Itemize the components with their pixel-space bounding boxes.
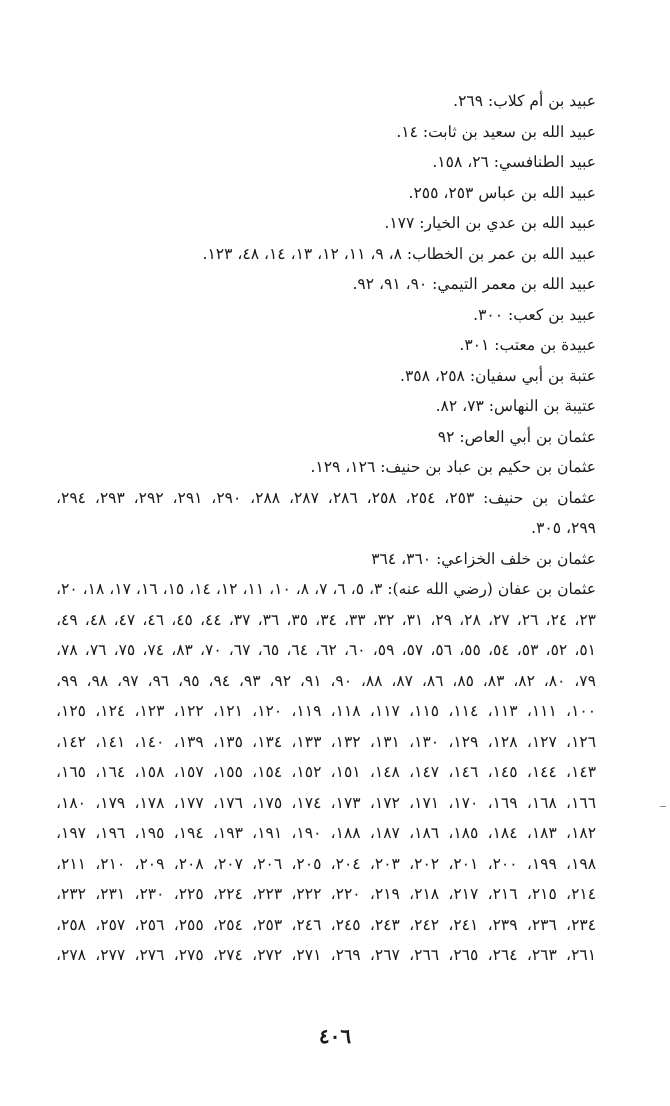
- index-entry-line: [56, 208, 596, 239]
- index-entry-text: ٢٣٤، ٢٣٦، ٢٣٩، ٢٤١، ٢٤٢، ٢٤٣، ٢٤٥، ٢٤٦، ٢٥٣، ٢٥٤، ٢٥٥، ٢٥٦، ٢٥٧، ٢٥٨،: [56, 915, 596, 934]
- index-entry-line: [56, 269, 596, 300]
- index-entry-line: [56, 178, 596, 209]
- index-entry-text: عبيد الله بن عمر بن الخطاب: ٨، ٩، ١١، ١٢، ١٣، ١٤، ٤٨، ١٢٣.: [202, 244, 596, 263]
- index-entry-line: [56, 391, 596, 422]
- index-entry-line: [56, 239, 596, 270]
- index-entry-text: عثمان بن حكيم بن عباد بن حنيف: ١٢٦، ١٢٩.: [310, 458, 596, 476]
- index-entry-line: [56, 544, 596, 575]
- index-entry-text: ١٢٦، ١٢٧، ١٢٨، ١٢٩، ١٣٠، ١٣١، ١٣٢، ١٣٣، ١٣٤، ١٣٥، ١٣٩، ١٤٠، ١٤١، ١٤٢،: [56, 732, 596, 751]
- index-entry-line: [56, 117, 596, 148]
- index-entry-line: [56, 300, 596, 331]
- index-entry-line: [56, 574, 596, 605]
- index-entry-line: [56, 513, 596, 544]
- index-entry-text: ٢٩٩، ٣٠٥.: [531, 519, 596, 537]
- index-entry-line: [56, 330, 596, 361]
- index-entry-line: [56, 727, 596, 758]
- index-entry-text: ١٦٦، ١٦٨، ١٦٩، ١٧٠، ١٧١، ١٧٢، ١٧٣، ١٧٤، ١٧٥، ١٧٦، ١٧٧، ١٧٨، ١٧٩، ١٨٠،: [56, 793, 596, 812]
- index-entry-text: ٢٣، ٢٤، ٢٦، ٢٧، ٢٨، ٢٩، ٣١، ٣٢، ٣٣، ٣٤، ٣٥، ٣٦، ٣٧، ٤٤، ٤٥، ٤٦، ٤٧، ٤٨، ٤٩،: [56, 610, 596, 629]
- index-entry-line: [56, 849, 596, 880]
- index-entry-text: عتيبة بن النهاس: ٧٣، ٨٢.: [435, 397, 596, 415]
- index-entry-line: [56, 788, 596, 819]
- index-entry-text: ١٠٠، ١١١، ١١٣، ١١٤، ١١٥، ١١٧، ١١٨، ١١٩، ١٢٠، ١٢١، ١٢٢، ١٢٣، ١٢٤، ١٢٥،: [56, 702, 596, 720]
- index-entry-text: ١٤٣، ١٤٤، ١٤٥، ١٤٦، ١٤٧، ١٤٨، ١٥١، ١٥٢، ١٥٤، ١٥٥، ١٥٧، ١٥٨، ١٦٤، ١٦٥،: [56, 763, 596, 781]
- index-entry-text: ٢١٤، ٢١٥، ٢١٦، ٢١٧، ٢١٨، ٢١٩، ٢٢٠، ٢٢٢، ٢٢٣، ٢٢٤، ٢٢٥، ٢٣٠، ٢٣١، ٢٣٢،: [56, 885, 596, 903]
- index-entry-text: ٢٦١، ٢٦٣، ٢٦٤، ٢٦٥، ٢٦٦، ٢٦٧، ٢٦٩، ٢٧١، ٢٧٢، ٢٧٤، ٢٧٥، ٢٧٦، ٢٧٧، ٢٧٨،: [56, 946, 596, 964]
- index-entry-line: [56, 361, 596, 392]
- index-entry-text: عثمان بن حنيف: ٢٥٣، ٢٥٤، ٢٥٨، ٢٨٦، ٢٨٧، ٢٨٨، ٢٩٠، ٢٩١، ٢٩٢، ٢٩٣، ٢٩٤،: [56, 488, 596, 507]
- index-entry-text: عبيد الله بن معمر التيمي: ٩٠، ٩١، ٩٢.: [352, 275, 596, 293]
- index-entry-text: عبيد الله بن عدي بن الخيار: ١٧٧.: [384, 214, 596, 232]
- index-entry-text: عثمان بن عفان (رضي الله عنه): ٣، ٥، ٦، ٧، ٨، ١٠، ١١، ١٢، ١٤، ١٥، ١٦، ١٧، ١٨، ٢٠،: [56, 580, 596, 598]
- name-index-list: [56, 86, 596, 971]
- page-number: ٤٠٦: [318, 1024, 352, 1048]
- index-entry-line: [56, 879, 596, 910]
- index-entry-text: ١٨٢، ١٨٣، ١٨٤، ١٨٥، ١٨٦، ١٨٧، ١٨٨، ١٩٠، ١٩١، ١٩٣، ١٩٤، ١٩٥، ١٩٦، ١٩٧،: [56, 824, 596, 842]
- index-entry-text: عبيد بن أم كلاب: ٢٦٩.: [453, 92, 596, 110]
- index-entry-line: [56, 147, 596, 178]
- index-entry-text: عتبة بن أبي سفيان: ٢٥٨، ٣٥٨.: [400, 366, 596, 385]
- index-entry-text: ٧٩، ٨٠، ٨٢، ٨٣، ٨٥، ٨٦، ٨٧، ٨٨، ٩٠، ٩١، ٩٢، ٩٣، ٩٤، ٩٥، ٩٦، ٩٧، ٩٨، ٩٩،: [56, 671, 596, 690]
- index-entry-text: ١٩٨، ١٩٩، ٢٠٠، ٢٠١، ٢٠٢، ٢٠٣، ٢٠٤، ٢٠٥، ٢٠٦، ٢٠٧، ٢٠٨، ٢٠٩، ٢١٠، ٢١١،: [56, 854, 596, 873]
- index-entry-line: [56, 605, 596, 636]
- index-entry-line: [56, 940, 596, 971]
- index-entry-text: عبيد بن كعب: ٣٠٠.: [473, 305, 596, 324]
- index-entry-line: [56, 818, 596, 849]
- index-entry-text: عثمان بن خلف الخزاعي: ٣٦٠، ٣٦٤: [371, 549, 596, 568]
- index-entry-line: [56, 696, 596, 727]
- index-entry-line: [56, 910, 596, 941]
- index-entry-line: [56, 86, 596, 117]
- index-entry-line: [56, 483, 596, 514]
- index-entry-line: [56, 422, 596, 453]
- index-entry-line: [56, 666, 596, 697]
- margin-mark: [660, 806, 666, 807]
- index-entry-text: عبيدة بن معتب: ٣٠١.: [459, 336, 596, 354]
- index-entry-line: [56, 635, 596, 666]
- index-entry-text: ٥١، ٥٢، ٥٣، ٥٤، ٥٥، ٥٦، ٥٧، ٥٩، ٦٠، ٦٢، ٦٤، ٦٥، ٦٧، ٧٠، ٨٣، ٧٤، ٧٥، ٧٦، ٧٨،: [56, 641, 596, 659]
- index-entry-text: عبيد الله بن سعيد بن ثابت: ١٤.: [396, 122, 596, 141]
- index-entry-line: [56, 757, 596, 788]
- index-entry-text: عبيد الطنافسي: ٢٦، ١٥٨.: [432, 153, 596, 171]
- index-entry-line: [56, 452, 596, 483]
- index-entry-text: عبيد الله بن عباس ٢٥٣، ٢٥٥.: [408, 183, 596, 202]
- index-entry-text: عثمان بن أبي العاص: ٩٢: [437, 427, 596, 446]
